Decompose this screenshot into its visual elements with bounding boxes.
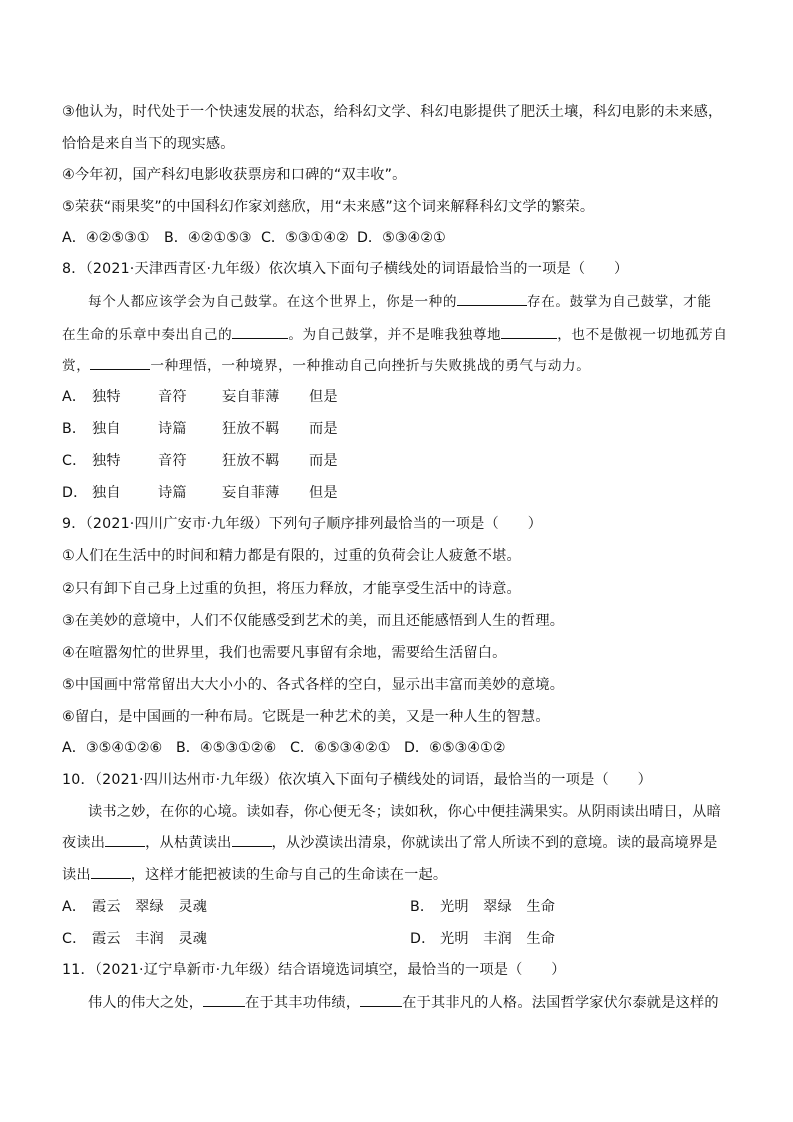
- q9-option-d[interactable]: D．⑥⑤③④①②: [404, 740, 506, 756]
- q8-passage-text: 一种理悟，一种境界，一种推动自己向挫折与失败挑战的勇气与动力。: [150, 358, 591, 374]
- q8-passage-text: 在生命的乐章中奏出自己的: [62, 327, 233, 343]
- fill-blank: [232, 832, 272, 847]
- option-letter: D．: [62, 485, 88, 501]
- q10-passage-text: 读出: [62, 867, 91, 883]
- fill-blank: [203, 992, 245, 1007]
- fill-blank: [501, 324, 557, 339]
- option-word: 妄自菲薄: [222, 389, 280, 405]
- option-word: 独自: [92, 421, 121, 437]
- q8-passage-line-3: [62, 355, 590, 377]
- fill-blank: [105, 832, 145, 847]
- fill-blank: [90, 355, 150, 370]
- q9-sentence-3: ③在美妙的意境中，人们不仅能感受到艺术的美，而且还能感悟到人生的哲理。: [62, 613, 565, 629]
- fill-blank: [360, 992, 402, 1007]
- option-word: 但是: [309, 389, 338, 405]
- option-word: 独特: [92, 389, 121, 405]
- option-letter: A．: [62, 389, 87, 405]
- q9-sentence-2: ②只有卸下自己身上过重的负担，将压力释放，才能享受生活中的诗意。: [62, 581, 521, 597]
- option-word: 妄自菲薄: [222, 485, 280, 501]
- q10-option-d-text[interactable]: 光明 丰润 生命: [440, 931, 556, 947]
- q10-option-c-text[interactable]: 霞云 丰润 灵魂: [92, 931, 208, 947]
- fill-blank: [91, 864, 131, 879]
- q10-option-a-text[interactable]: 霞云 翠绿 灵魂: [92, 899, 208, 915]
- q8-passage-text: 存在。鼓掌为自己鼓掌，才能: [527, 294, 712, 310]
- q9-sentence-1: ①人们在生活中的时间和精力都是有限的，过重的负荷会让人疲惫不堪。: [62, 548, 521, 564]
- q10-option-d-letter[interactable]: D．: [410, 931, 436, 947]
- q7-sentence-4: ④今年初，国产科幻电影收获票房和口碑的“双丰收”。: [62, 167, 407, 183]
- q8-passage-text: 赏，: [62, 358, 91, 374]
- option-letter: C．: [62, 453, 87, 469]
- q8-passage-line-1: [88, 291, 712, 313]
- q10-passage-text: 夜读出: [62, 835, 106, 851]
- q10-options-row-1: [62, 896, 555, 918]
- option-word: 狂放不羁: [222, 421, 280, 437]
- option-word: 诗篇: [158, 485, 187, 501]
- q8-option-c[interactable]: [62, 450, 338, 472]
- option-letter: B．: [62, 421, 87, 437]
- q10-option-b-letter[interactable]: B．: [410, 899, 435, 915]
- q9-option-a[interactable]: A．③⑤④①②⑥: [62, 740, 163, 756]
- q8-passage-line-2: [62, 324, 728, 346]
- q10-passage-text: ，从枯黄读出: [145, 835, 232, 851]
- option-word: 诗篇: [158, 421, 187, 437]
- q7-sentence-3-line-2: 恰恰是来自当下的现实感。: [62, 136, 235, 152]
- q7-option-b[interactable]: B．④②①⑤③: [164, 230, 252, 246]
- q8-passage-text: 。为自己鼓掌，并不是唯我独尊地: [288, 327, 502, 343]
- q10-stem: 10．（2021·四川达州市·九年级）依次填入下面句子横线处的词语，最恰当的一项是（ ）: [62, 772, 653, 788]
- q10-passage-line-2: [62, 832, 718, 854]
- q7-sentence-3-line-1: ③他认为，时代处于一个快速发展的状态，给科幻文学、科幻电影提供了肥沃土壤，科幻电影的未来感，: [62, 104, 723, 120]
- q7-option-d[interactable]: D．⑤③④②①: [357, 230, 446, 246]
- option-word: 狂放不羁: [222, 453, 280, 469]
- q10-passage-text: ，这样才能把被读的生命与自己的生命读在一起。: [130, 867, 448, 883]
- option-word: 而是: [309, 453, 338, 469]
- q9-options: [62, 737, 505, 759]
- q9-option-c[interactable]: C．⑥⑤③④②①: [290, 740, 391, 756]
- q7-sentence-5: ⑤荣获“雨果奖”的中国科幻作家刘慈欣，用“未来感”这个词来解释科幻文学的繁荣。: [62, 199, 595, 215]
- q11-passage-line-1: [88, 992, 719, 1014]
- option-word: 音符: [158, 453, 187, 469]
- q8-stem: 8．（2021·天津西青区·九年级）依次填入下面句子横线处的词语最恰当的一项是（ ）: [62, 261, 629, 277]
- q10-option-c-letter[interactable]: C．: [62, 931, 87, 947]
- option-word: 独自: [92, 485, 121, 501]
- q9-sentence-6: ⑥留白，是中国画的一种布局。它既是一种艺术的美，又是一种人生的智慧。: [62, 709, 550, 725]
- q9-option-b[interactable]: B．④⑤③①②⑥: [176, 740, 277, 756]
- q10-passage-text: ，从沙漠读出清泉，你就读出了常人所读不到的意境。读的最高境界是: [271, 835, 718, 851]
- fill-blank: [457, 291, 527, 306]
- q8-option-a[interactable]: [62, 386, 338, 408]
- q8-option-b[interactable]: [62, 418, 338, 440]
- option-word: 独特: [92, 453, 121, 469]
- q11-passage-text: 在于其丰功伟绩，: [245, 995, 361, 1011]
- q11-passage-text: 在于其非凡的人格。法国哲学家伏尔泰就是这样的: [402, 995, 719, 1011]
- q9-sentence-5: ⑤中国画中常常留出大大小小的、各式各样的空白，显示出丰富而美妙的意境。: [62, 677, 565, 693]
- q8-option-d[interactable]: [62, 482, 338, 504]
- option-word: 但是: [309, 485, 338, 501]
- q7-option-c[interactable]: C．⑤③①④②: [261, 230, 349, 246]
- q10-passage-line-3: [62, 864, 447, 886]
- q7-options: [62, 227, 446, 249]
- option-word: 而是: [309, 421, 338, 437]
- fill-blank: [232, 324, 288, 339]
- q10-option-b-text[interactable]: 光明 翠绿 生命: [440, 899, 556, 915]
- q10-option-a-letter[interactable]: A．: [62, 899, 87, 915]
- q8-passage-text: ，也不是傲视一切地孤芳自: [557, 327, 728, 343]
- q9-sentence-4: ④在喧嚣匆忙的世界里，我们也需要凡事留有余地，需要给生活留白。: [62, 645, 507, 661]
- q9-stem: 9．（2021·四川广安市·九年级）下列句子顺序排列最恰当的一项是（ ）: [62, 516, 543, 532]
- q10-options-row-2: [62, 928, 555, 950]
- q10-passage-line-1: 读书之妙，在你的心境。读如春，你心便无冬；读如秋，你心中便挂满果实。从阴雨读出晴日，从暗: [88, 804, 722, 820]
- option-word: 音符: [158, 389, 187, 405]
- q11-passage-text: 伟人的伟大之处，: [88, 995, 204, 1011]
- q7-option-a[interactable]: A．④②⑤③①: [62, 230, 150, 246]
- q8-passage-text: 每个人都应该学会为自己鼓掌。在这个世界上，你是一种的: [88, 294, 458, 310]
- q11-stem: 11．（2021·辽宁阜新市·九年级）结合语境选词填空，最恰当的一项是（ ）: [62, 962, 566, 978]
